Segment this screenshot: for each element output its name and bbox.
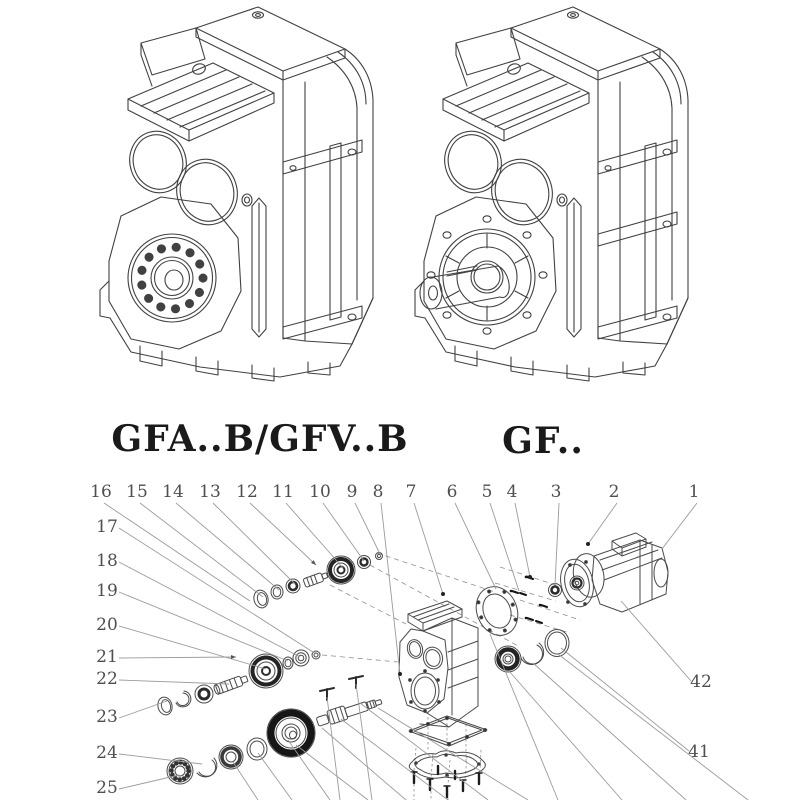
part-number-1: 1 [688,482,700,502]
part-number-9: 9 [346,482,358,502]
bearing-ball-cage [141,247,203,309]
motor-assembly [556,533,668,612]
part-number-41: 41 [688,742,710,762]
model-label-gfab-gfvb: GFA..B/GFV..B [111,418,409,460]
callout-leader-lines [104,503,697,789]
leader-line-part-9 [355,503,381,556]
part-number-11: 11 [272,482,294,502]
part-number-42: 42 [690,672,712,692]
leader-line-part-13 [213,503,295,584]
model-label-gf: GF.. [502,420,584,462]
flange-spokes [446,234,528,320]
leader-end-dot [586,542,590,546]
leader-line-part-5 [490,503,519,591]
intermediate-shaft-parts [156,650,320,716]
leader-line-part-8 [381,503,400,674]
callout-numbers [90,482,712,798]
leader-line-part-3 [555,503,559,585]
gasket-and-cover [409,716,487,778]
part-number-18: 18 [96,551,118,571]
part-number-16: 16 [90,482,112,502]
leader-line-part-4 [515,503,530,577]
input-pinion-shaft [303,571,329,588]
part-number-20: 20 [96,615,118,635]
snap-ring [197,758,217,777]
part-number-24: 24 [96,743,118,763]
part-number-12: 12 [236,482,258,502]
leader-line-part-11 [286,503,343,568]
part-number-25: 25 [96,778,118,798]
leader-line-part-42 [621,601,691,681]
part-number-5: 5 [481,482,493,502]
leader-line-part-41 [561,648,689,751]
gearbox-drawing-solid-shaft [415,7,688,381]
motor-shaft-bearing [549,584,562,597]
part-number-6: 6 [446,482,458,502]
intermediate-pinion-shaft [213,674,249,695]
motor-terminal-box [612,533,646,556]
leader-line-part-20 [119,626,266,669]
part-number-10: 10 [309,482,331,502]
part-number-19: 19 [96,581,118,601]
leader-line-part-7 [414,503,443,594]
leader-line-part-2 [588,503,617,544]
part-number-4: 4 [506,482,518,502]
output-side-rings [495,630,569,673]
leader-line-part-12 [250,503,316,565]
part-number-8: 8 [372,482,384,502]
leader-end-arrow [231,655,236,659]
leader-line-part-23 [119,701,167,718]
output-pinion-shaft [315,694,383,728]
part-number-21: 21 [96,647,118,667]
part-number-15: 15 [126,482,148,502]
flange-screws [510,576,547,623]
part-number-7: 7 [405,482,417,502]
leader-end-dot [441,592,445,596]
leader-end-dot [528,575,532,579]
leader-line-part-6 [455,503,496,589]
cutoff-leader-lines [233,634,748,800]
leader-line-part-24 [119,754,202,764]
part-number-2: 2 [608,482,620,502]
part-number-14: 14 [162,482,184,502]
part-number-13: 13 [199,482,221,502]
leader-line-part-22 [119,680,229,684]
part-number-22: 22 [96,669,118,689]
part-number-23: 23 [96,707,118,727]
gearbox-drawing-shaft-mounted [100,7,373,381]
part-number-3: 3 [550,482,562,502]
gear-housing [399,601,478,727]
leader-end-dot [398,672,402,676]
exploded-view [90,482,748,800]
leader-line-part-25 [119,775,179,789]
leader-line-part-21 [119,657,236,658]
leader-line-part-18 [119,562,300,657]
part-number-17: 17 [96,517,118,537]
leader-line-part-1 [662,503,697,549]
